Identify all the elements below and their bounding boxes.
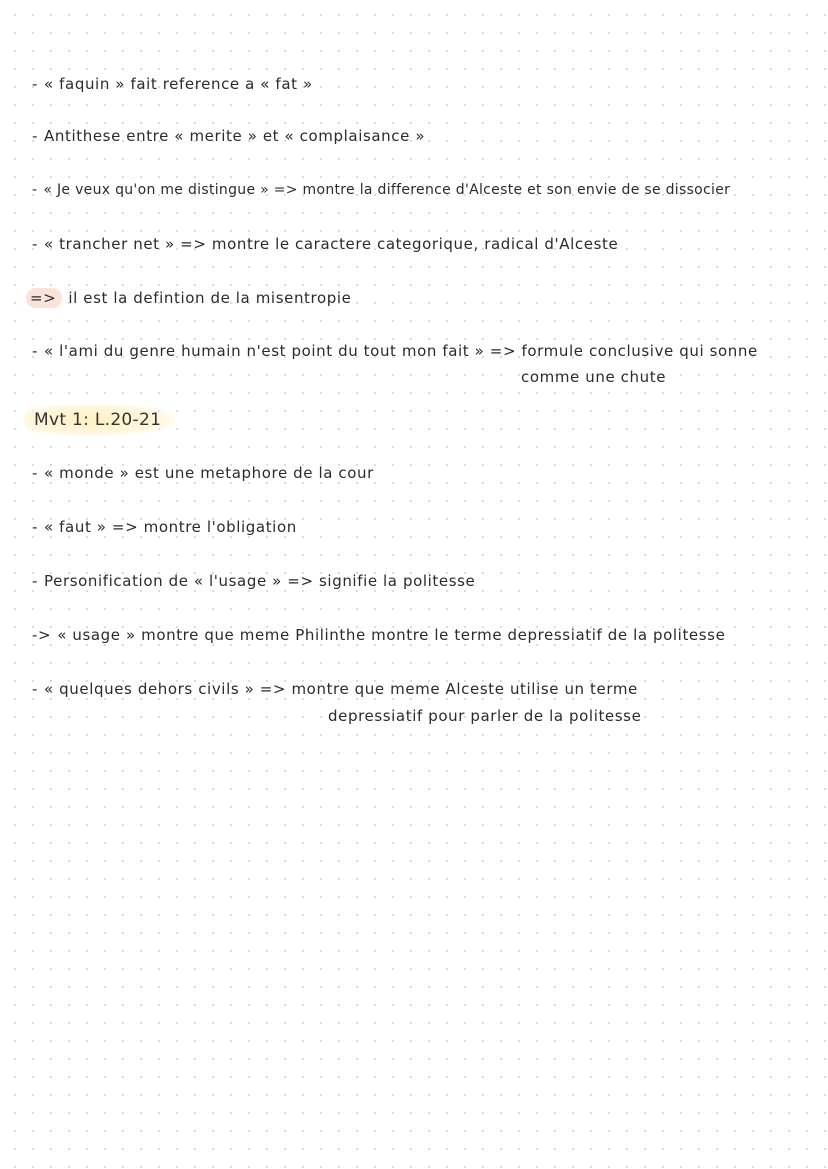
note-line [32, 571, 475, 591]
note-continuation: depressiatif pour parler de la politesse [328, 707, 642, 725]
note-text: « trancher net » => montre le caractere categorique, radical d'Alceste [44, 235, 619, 253]
bullet-dash: - [32, 572, 39, 590]
note-line [32, 625, 725, 645]
note-text: « faquin » fait reference a « fat » [44, 75, 313, 93]
bullet-dash: - [32, 235, 39, 253]
note-text: « usage » montre que meme Philinthe montre le terme depressiatif de la politesse [57, 626, 726, 644]
section-heading: Mvt 1: L.20-21 [24, 404, 175, 436]
note-line [32, 341, 758, 361]
note-line [32, 180, 730, 200]
note-line [32, 74, 313, 94]
note-line [26, 288, 351, 308]
bullet-dash: - [32, 182, 38, 198]
bullet-dash: - [32, 127, 39, 145]
bullet-dash: - [32, 75, 39, 93]
note-line [32, 679, 638, 699]
note-line [32, 234, 618, 254]
note-text: « faut » => montre l'obligation [44, 518, 297, 536]
bullet-dash: - [32, 680, 39, 698]
note-continuation: comme une chute [521, 368, 667, 386]
note-text: « quelques dehors civils » => montre que meme Alceste utilise un terme [44, 680, 638, 698]
note-line [32, 463, 374, 483]
note-text: « monde » est une metaphore de la cour [44, 464, 374, 482]
arrow-marker: -> [32, 626, 52, 644]
note-text: « Je veux qu'on me distingue » => montre la difference d'Alceste et son envie de se dissocier [43, 182, 731, 198]
bullet-dash: - [32, 342, 39, 360]
note-line [32, 126, 425, 146]
note-text: Personification de « l'usage » => signifie la politesse [44, 572, 476, 590]
note-text: Antithese entre « merite » et « complaisance » [44, 127, 426, 145]
arrow-marker: => [26, 288, 62, 308]
note-text: il est la defintion de la misentropie [68, 289, 352, 307]
note-text: « l'ami du genre humain n'est point du tout mon fait » => formule conclusive qui sonne [44, 342, 758, 360]
bullet-dash: - [32, 464, 39, 482]
note-line [32, 517, 297, 537]
bullet-dash: - [32, 518, 39, 536]
